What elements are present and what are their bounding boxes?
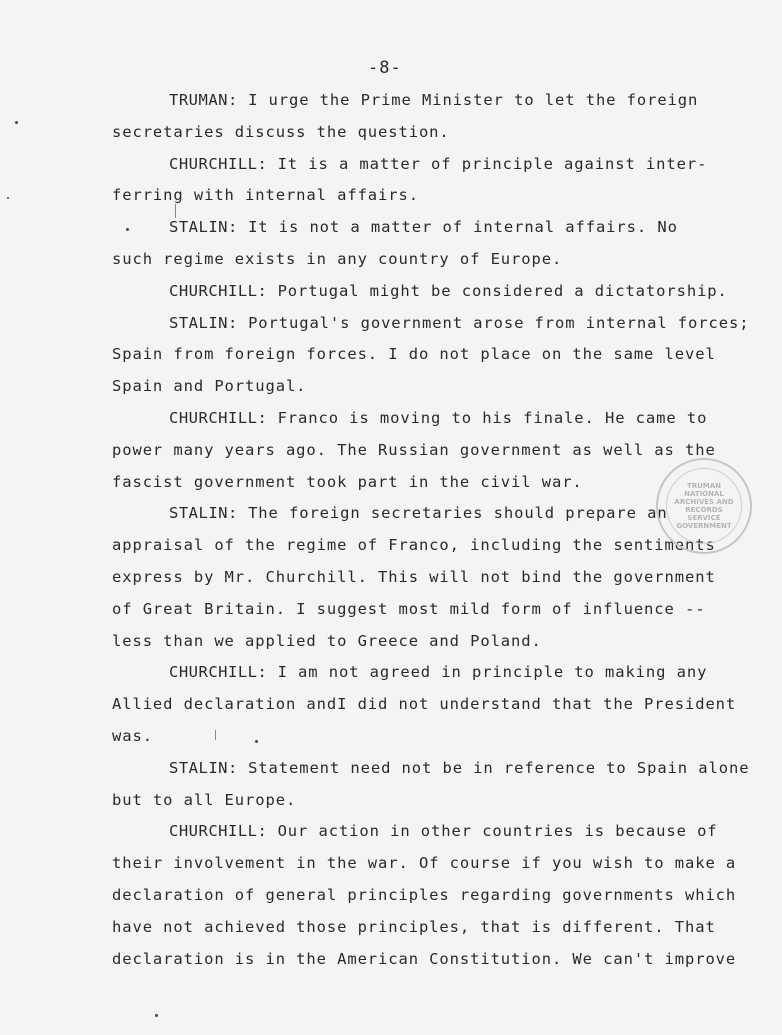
dialogue-line: Franco is moving to his finale. He came to <box>277 408 708 427</box>
speaker-name: STALIN: <box>169 313 238 332</box>
dialogue-paragraph <box>112 753 750 817</box>
dialogue-line: appraisal of the regime of Franco, including the sentiments <box>112 536 716 555</box>
stamp-line: ARCHIVES AND <box>674 498 734 506</box>
dialogue-paragraph <box>112 212 712 276</box>
speaker-name: STALIN: <box>169 758 238 777</box>
dialogue-line: their involvement in the war. Of course if you wish to make a <box>112 854 737 873</box>
stamp-line: GOVERNMENT <box>676 522 732 530</box>
speaker-name: CHURCHILL: <box>169 154 268 173</box>
stamp-line: NATIONAL <box>684 490 724 498</box>
dialogue-line: such regime exists in any country of Europe. <box>112 249 563 268</box>
dialogue-line: declaration of general principles regarding governments which <box>112 885 737 904</box>
dialogue-line: express by Mr. Churchill. This will not bind the government <box>112 567 716 586</box>
stamp-line: SERVICE <box>687 514 721 522</box>
speaker-name: CHURCHILL: <box>169 281 268 300</box>
dialogue-line: less than we applied to Greece and Poland. <box>112 631 542 650</box>
dialogue-line: Spain from foreign forces. I do not place on the same level <box>112 345 716 364</box>
dialogue-line: Portugal's government arose from internal forces; <box>248 313 750 332</box>
dialogue-line: It is not a matter of internal affairs. No <box>248 218 678 237</box>
stamp-line: TRUMAN <box>686 482 722 490</box>
transcript-body <box>112 85 750 975</box>
scan-speck <box>155 1014 158 1017</box>
dialogue-line: Spain and Portugal. <box>112 377 307 396</box>
dialogue-line: ferring with internal affairs. <box>112 186 419 205</box>
dialogue-paragraph <box>112 657 737 752</box>
speaker-name: CHURCHILL: <box>169 408 268 427</box>
dialogue-line: Portugal might be considered a dictatorship. <box>277 281 728 300</box>
dialogue-line: Allied declaration andI did not understand that the President <box>112 695 737 714</box>
speaker-name: STALIN: <box>169 504 238 523</box>
dialogue-line: was. <box>112 726 153 745</box>
dialogue-line: declaration is in the American Constitution. We can't improve <box>112 949 737 968</box>
speaker-name: CHURCHILL: <box>169 663 268 682</box>
scan-speck <box>7 197 9 199</box>
dialogue-line: I urge the Prime Minister to let the foreign <box>248 91 699 109</box>
dialogue-paragraph <box>112 149 712 213</box>
dialogue-paragraph <box>112 308 750 403</box>
dialogue-line: fascist government took part in the civil war. <box>112 472 583 491</box>
dialogue-line: of Great Britain. I suggest most mild form of influence -- <box>112 599 706 618</box>
dialogue-paragraph <box>112 403 716 498</box>
dialogue-paragraph <box>112 498 716 657</box>
speaker-name: STALIN: <box>169 218 238 237</box>
page-number: -8- <box>368 58 402 78</box>
dialogue-line: power many years ago. The Russian government as well as the <box>112 440 716 459</box>
scan-mark <box>215 730 216 740</box>
scan-mark <box>175 204 176 218</box>
scan-speck <box>15 121 18 124</box>
scan-speck <box>255 740 258 743</box>
stamp-line: RECORDS <box>685 506 723 514</box>
dialogue-line: Our action in other countries is because of <box>277 822 718 841</box>
speaker-name: TRUMAN: <box>169 91 238 109</box>
dialogue-line: secretaries discuss the question. <box>112 122 450 141</box>
dialogue-line: I am not agreed in principle to making any <box>277 663 708 682</box>
scan-speck <box>126 228 129 231</box>
dialogue-paragraph <box>112 276 728 308</box>
dialogue-paragraph <box>112 85 712 149</box>
archives-stamp-icon <box>656 458 752 554</box>
dialogue-line: The foreign secretaries should prepare an <box>248 504 668 523</box>
dialogue-paragraph <box>112 816 737 975</box>
dialogue-line: but to all Europe. <box>112 790 297 809</box>
dialogue-line: It is a matter of principle against inter- <box>277 154 708 173</box>
dialogue-line: Statement need not be in reference to Spain alone <box>248 758 750 777</box>
speaker-name: CHURCHILL: <box>169 822 268 841</box>
dialogue-line: have not achieved those principles, that is different. That <box>112 917 716 936</box>
